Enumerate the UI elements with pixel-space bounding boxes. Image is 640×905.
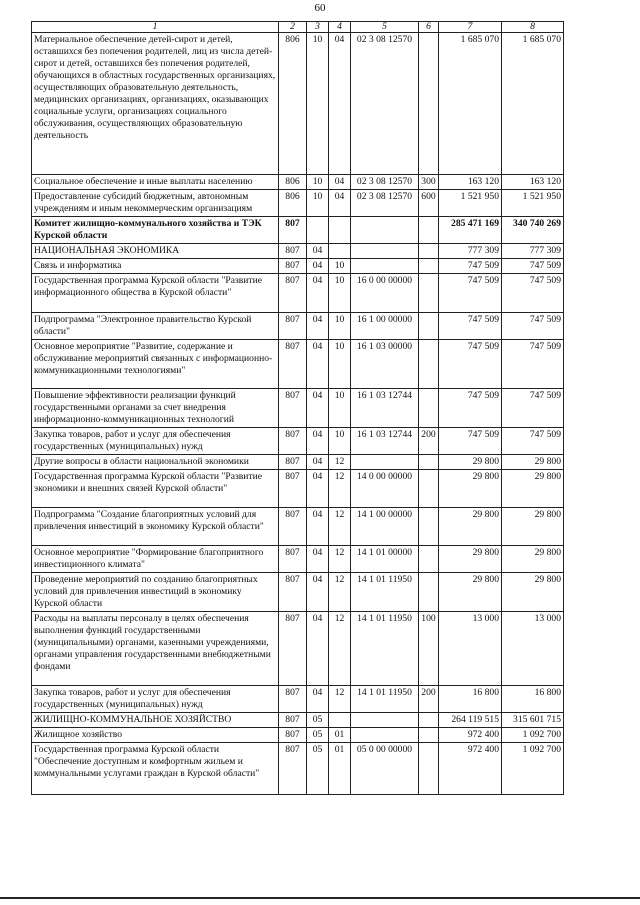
row-value-cell: 16 800 — [502, 686, 564, 713]
row-value-cell — [351, 259, 419, 274]
row-value-cell: 04 — [329, 33, 351, 175]
row-value-cell: 163 120 — [502, 175, 564, 190]
row-value-cell: 29 800 — [439, 573, 502, 612]
table-row — [32, 713, 564, 728]
row-value-cell: 10 — [329, 340, 351, 389]
row-value-cell: 04 — [307, 612, 329, 686]
row-value-cell: 340 740 269 — [502, 217, 564, 244]
row-value-cell: 807 — [279, 508, 307, 546]
header-cell: 3 — [307, 22, 329, 33]
row-value-cell: 807 — [279, 313, 307, 340]
row-value-cell: 807 — [279, 470, 307, 508]
row-value-cell: 02 3 08 12570 — [351, 33, 419, 175]
row-name-cell: Основное мероприятие "Формирование благоприятного инвестиционного климата" — [32, 546, 279, 573]
row-value-cell: 200 — [419, 686, 439, 713]
row-value-cell: 807 — [279, 340, 307, 389]
row-name-cell: Предоставление субсидий бюджетным, автономным учреждениям и иным некоммерческим организациям — [32, 190, 279, 217]
header-cell: 5 — [351, 22, 419, 33]
row-value-cell: 807 — [279, 217, 307, 244]
header-cell: 2 — [279, 22, 307, 33]
row-value-cell: 12 — [329, 546, 351, 573]
row-value-cell: 04 — [307, 428, 329, 455]
row-value-cell: 04 — [307, 470, 329, 508]
bottom-rule — [0, 897, 640, 899]
row-value-cell: 10 — [329, 428, 351, 455]
header-cell: 8 — [502, 22, 564, 33]
row-value-cell: 04 — [329, 190, 351, 217]
row-value-cell — [419, 33, 439, 175]
row-value-cell: 12 — [329, 508, 351, 546]
row-value-cell: 747 509 — [439, 274, 502, 313]
row-value-cell: 1 092 700 — [502, 743, 564, 795]
row-value-cell — [329, 713, 351, 728]
row-value-cell: 12 — [329, 455, 351, 470]
table-row — [32, 190, 564, 217]
row-value-cell — [351, 713, 419, 728]
row-value-cell: 807 — [279, 274, 307, 313]
row-value-cell: 747 509 — [502, 389, 564, 428]
row-name-cell: Государственная программа Курской области "Развитие экономики и внешних связей Курской области" — [32, 470, 279, 508]
row-value-cell: 807 — [279, 244, 307, 259]
row-value-cell: 29 800 — [439, 455, 502, 470]
row-value-cell — [419, 728, 439, 743]
row-value-cell: 747 509 — [439, 389, 502, 428]
row-value-cell: 14 0 00 00000 — [351, 470, 419, 508]
row-value-cell: 1 685 070 — [439, 33, 502, 175]
row-value-cell: 16 1 03 00000 — [351, 340, 419, 389]
row-name-cell: Расходы на выплаты персоналу в целях обеспечения выполнения функций государственными (муниципальными) органами, казенными учреждениями, органами управления государственными внебюджетными фондами — [32, 612, 279, 686]
table-row — [32, 546, 564, 573]
row-value-cell: 807 — [279, 389, 307, 428]
row-name-cell: Закупка товаров, работ и услуг для обеспечения государственных (муниципальных) нужд — [32, 428, 279, 455]
row-value-cell: 02 3 08 12570 — [351, 175, 419, 190]
row-value-cell — [419, 217, 439, 244]
table-row — [32, 428, 564, 455]
row-value-cell: 972 400 — [439, 728, 502, 743]
header-cell: 4 — [329, 22, 351, 33]
row-value-cell: 807 — [279, 713, 307, 728]
row-value-cell — [419, 455, 439, 470]
row-value-cell — [419, 508, 439, 546]
row-name-cell: Подпрограмма "Электронное правительство Курской области" — [32, 313, 279, 340]
row-value-cell: 12 — [329, 470, 351, 508]
row-value-cell: 02 3 08 12570 — [351, 190, 419, 217]
row-name-cell: Социальное обеспечение и иные выплаты населению — [32, 175, 279, 190]
row-value-cell: 29 800 — [439, 470, 502, 508]
row-value-cell — [419, 340, 439, 389]
row-value-cell: 1 092 700 — [502, 728, 564, 743]
row-value-cell: 747 509 — [439, 428, 502, 455]
row-value-cell — [329, 217, 351, 244]
row-value-cell: 05 0 00 00000 — [351, 743, 419, 795]
table-row — [32, 728, 564, 743]
row-value-cell: 747 509 — [502, 428, 564, 455]
row-value-cell: 05 — [307, 728, 329, 743]
row-value-cell: 10 — [307, 33, 329, 175]
row-value-cell: 29 800 — [502, 508, 564, 546]
row-value-cell: 12 — [329, 573, 351, 612]
row-value-cell — [419, 573, 439, 612]
row-value-cell — [419, 274, 439, 313]
row-value-cell — [419, 546, 439, 573]
header-cell: 7 — [439, 22, 502, 33]
row-value-cell: 747 509 — [439, 340, 502, 389]
row-value-cell — [351, 244, 419, 259]
table-row — [32, 686, 564, 713]
row-value-cell: 04 — [307, 455, 329, 470]
header-cell: 1 — [32, 22, 279, 33]
row-value-cell: 14 1 01 11950 — [351, 573, 419, 612]
row-value-cell: 806 — [279, 175, 307, 190]
row-name-cell: Закупка товаров, работ и услуг для обеспечения государственных (муниципальных) нужд — [32, 686, 279, 713]
row-value-cell: 806 — [279, 33, 307, 175]
header-cell: 6 — [419, 22, 439, 33]
row-value-cell: 04 — [307, 313, 329, 340]
row-name-cell: Повышение эффективности реализации функций государственными органами за счет внедрения информационно-коммуникационных технологий — [32, 389, 279, 428]
row-value-cell: 100 — [419, 612, 439, 686]
row-value-cell: 747 509 — [502, 340, 564, 389]
budget-table — [31, 21, 564, 795]
row-value-cell: 1 521 950 — [502, 190, 564, 217]
row-value-cell — [419, 244, 439, 259]
row-value-cell: 200 — [419, 428, 439, 455]
row-value-cell: 777 309 — [502, 244, 564, 259]
row-value-cell: 16 800 — [439, 686, 502, 713]
row-value-cell: 13 000 — [502, 612, 564, 686]
row-value-cell: 807 — [279, 728, 307, 743]
row-value-cell — [419, 743, 439, 795]
row-value-cell: 29 800 — [439, 508, 502, 546]
row-value-cell — [419, 389, 439, 428]
row-value-cell: 10 — [329, 274, 351, 313]
row-value-cell — [419, 470, 439, 508]
row-value-cell: 10 — [307, 175, 329, 190]
row-value-cell: 14 1 01 11950 — [351, 612, 419, 686]
table-row — [32, 389, 564, 428]
row-value-cell: 04 — [307, 573, 329, 612]
table-row — [32, 244, 564, 259]
page-number: 60 — [314, 2, 326, 14]
row-value-cell: 29 800 — [502, 546, 564, 573]
row-value-cell: 1 521 950 — [439, 190, 502, 217]
row-name-cell: Основное мероприятие "Развитие, содержание и обслуживание мероприятий связанных с информационно-коммуникационными технологиями" — [32, 340, 279, 389]
table-row — [32, 455, 564, 470]
row-name-cell: Государственная программа Курской области "Обеспечение доступным и комфортным жильем и коммунальными услугами граждан в Курской области" — [32, 743, 279, 795]
row-name-cell: Проведение мероприятий по созданию благоприятных условий для привлечения инвестиций в экономику Курской области — [32, 573, 279, 612]
row-value-cell — [307, 217, 329, 244]
row-value-cell: 807 — [279, 686, 307, 713]
row-value-cell: 747 509 — [439, 259, 502, 274]
row-value-cell: 747 509 — [439, 313, 502, 340]
row-value-cell: 806 — [279, 190, 307, 217]
row-value-cell: 300 — [419, 175, 439, 190]
row-value-cell: 04 — [307, 389, 329, 428]
table-row — [32, 33, 564, 175]
row-value-cell — [351, 217, 419, 244]
row-value-cell: 04 — [307, 274, 329, 313]
row-value-cell: 16 1 03 12744 — [351, 428, 419, 455]
row-value-cell — [351, 455, 419, 470]
row-value-cell: 16 1 00 00000 — [351, 313, 419, 340]
table-row — [32, 470, 564, 508]
table-row — [32, 573, 564, 612]
row-value-cell: 13 000 — [439, 612, 502, 686]
row-value-cell: 807 — [279, 428, 307, 455]
table-row — [32, 274, 564, 313]
row-value-cell — [329, 244, 351, 259]
row-value-cell: 747 509 — [502, 313, 564, 340]
row-value-cell: 29 800 — [502, 573, 564, 612]
row-name-cell: Комитет жилищно-коммунального хозяйства и ТЭК Курской области — [32, 217, 279, 244]
row-value-cell: 807 — [279, 546, 307, 573]
row-value-cell: 04 — [307, 244, 329, 259]
row-name-cell: Материальное обеспечение детей-сирот и детей, оставшихся без попечения родителей, лиц из числа детей-сирот и детей, оставшихся без попечения родителей, обучающихся в областных государственных организациях, осуществляющих образовательную деятельность, медицинских организациях, организациях, оказывающих социальные услуги, организациях социального обслуживания, осуществляющих образовательную деятельность — [32, 33, 279, 175]
row-value-cell: 05 — [307, 743, 329, 795]
row-value-cell: 14 1 01 00000 — [351, 546, 419, 573]
row-value-cell: 16 1 03 12744 — [351, 389, 419, 428]
row-value-cell: 29 800 — [502, 455, 564, 470]
row-value-cell — [351, 728, 419, 743]
row-name-cell: Связь и информатика — [32, 259, 279, 274]
row-value-cell: 807 — [279, 259, 307, 274]
row-value-cell: 10 — [329, 389, 351, 428]
row-value-cell: 12 — [329, 612, 351, 686]
row-value-cell: 01 — [329, 728, 351, 743]
row-value-cell: 04 — [307, 259, 329, 274]
table-row — [32, 217, 564, 244]
header-row — [32, 22, 564, 33]
row-value-cell: 747 509 — [502, 274, 564, 313]
table-row — [32, 508, 564, 546]
row-value-cell: 315 601 715 — [502, 713, 564, 728]
row-value-cell: 16 0 00 00000 — [351, 274, 419, 313]
table-row — [32, 313, 564, 340]
row-value-cell: 12 — [329, 686, 351, 713]
row-value-cell: 1 685 070 — [502, 33, 564, 175]
row-name-cell: Подпрограмма "Создание благоприятных условий для привлечения инвестиций в экономику Курской области" — [32, 508, 279, 546]
row-value-cell: 10 — [329, 313, 351, 340]
row-value-cell: 972 400 — [439, 743, 502, 795]
row-name-cell: Другие вопросы в области национальной экономики — [32, 455, 279, 470]
row-value-cell: 14 1 00 00000 — [351, 508, 419, 546]
row-value-cell: 747 509 — [502, 259, 564, 274]
row-value-cell: 04 — [329, 175, 351, 190]
row-value-cell: 285 471 169 — [439, 217, 502, 244]
row-value-cell: 807 — [279, 455, 307, 470]
table-row — [32, 259, 564, 274]
row-value-cell: 01 — [329, 743, 351, 795]
row-name-cell: ЖИЛИЩНО-КОММУНАЛЬНОЕ ХОЗЯЙСТВО — [32, 713, 279, 728]
row-value-cell — [419, 713, 439, 728]
row-value-cell: 777 309 — [439, 244, 502, 259]
row-value-cell: 10 — [329, 259, 351, 274]
row-value-cell: 04 — [307, 546, 329, 573]
row-name-cell: Жилищное хозяйство — [32, 728, 279, 743]
row-value-cell: 807 — [279, 573, 307, 612]
row-value-cell — [419, 259, 439, 274]
row-value-cell: 264 119 515 — [439, 713, 502, 728]
row-name-cell: Государственная программа Курской области "Развитие информационного общества в Курской области" — [32, 274, 279, 313]
row-value-cell: 04 — [307, 508, 329, 546]
row-value-cell: 14 1 01 11950 — [351, 686, 419, 713]
row-value-cell: 10 — [307, 190, 329, 217]
row-value-cell: 807 — [279, 743, 307, 795]
row-value-cell: 600 — [419, 190, 439, 217]
row-value-cell: 29 800 — [502, 470, 564, 508]
table-row — [32, 612, 564, 686]
table-row — [32, 340, 564, 389]
row-value-cell: 163 120 — [439, 175, 502, 190]
row-value-cell: 807 — [279, 612, 307, 686]
row-value-cell: 04 — [307, 340, 329, 389]
row-value-cell: 04 — [307, 686, 329, 713]
row-value-cell — [419, 313, 439, 340]
row-value-cell: 05 — [307, 713, 329, 728]
table-row — [32, 743, 564, 795]
row-value-cell: 29 800 — [439, 546, 502, 573]
row-name-cell: НАЦИОНАЛЬНАЯ ЭКОНОМИКА — [32, 244, 279, 259]
table-row — [32, 175, 564, 190]
